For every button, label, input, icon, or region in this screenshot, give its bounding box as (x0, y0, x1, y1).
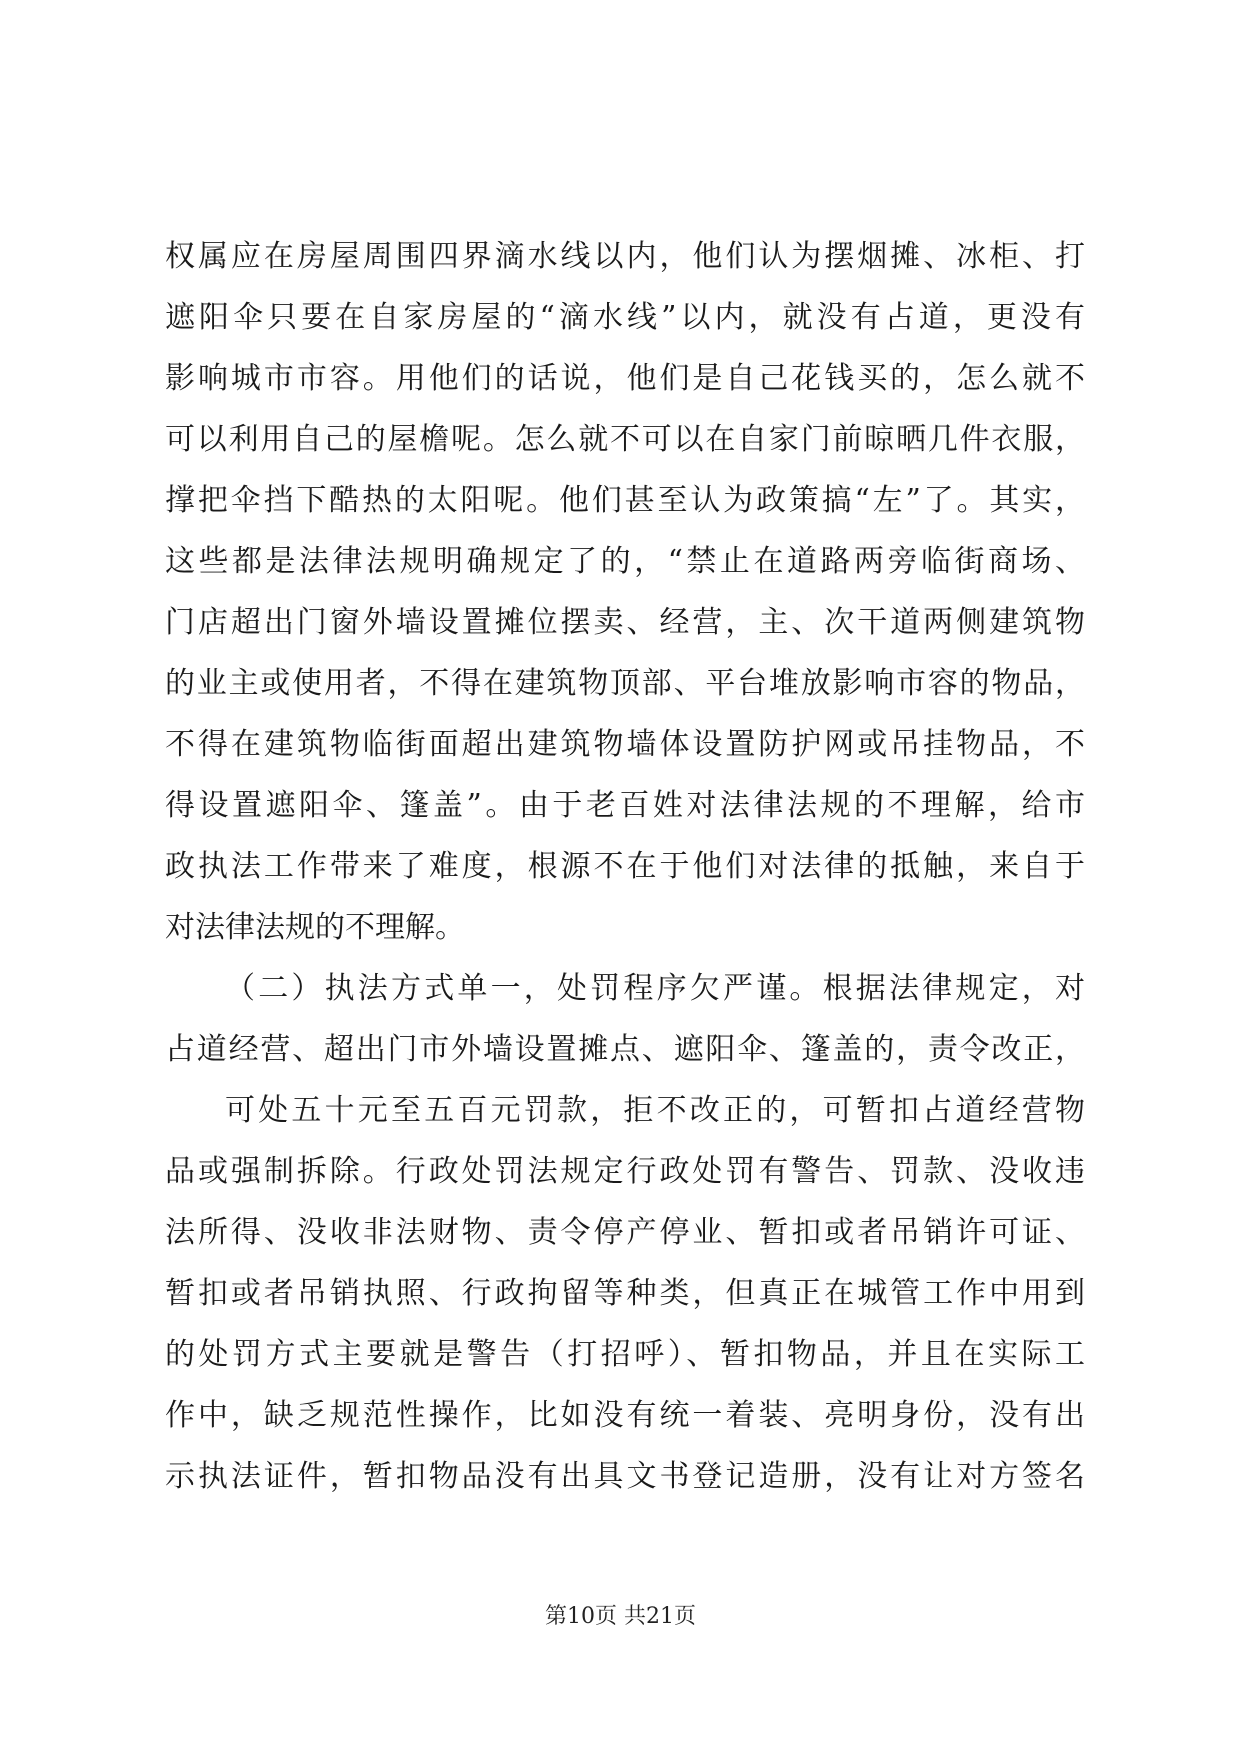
section-heading-line: （二）执法方式单一，处罚程序欠严谨。根据法律规定，对 (225, 971, 1085, 1006)
text-line: 撑把伞挡下酷热的太阳呢。他们甚至认为政策搞“左”了。其实， (165, 483, 1085, 518)
text-line: 作中，缺乏规范性操作，比如没有统一着装、亮明身份，没有出 (165, 1398, 1085, 1433)
text-line: 权属应在房屋周围四界滴水线以内，他们认为摆烟摊、冰柜、打 (165, 239, 1085, 274)
text-line: 品或强制拆除。行政处罚法规定行政处罚有警告、罚款、没收违 (165, 1154, 1085, 1189)
text-line: 暂扣或者吊销执照、行政拘留等种类，但真正在城管工作中用到 (165, 1276, 1085, 1311)
text-line: 这些都是法律法规明确规定了的，“禁止在道路两旁临街商场、 (165, 544, 1085, 579)
text-line: 政执法工作带来了难度，根源不在于他们对法律的抵触，来自于 (165, 849, 1085, 884)
text-line: 对法律法规的不理解。 (165, 910, 465, 945)
text-line: 得设置遮阳伞、篷盖”。由于老百姓对法律法规的不理解，给市 (165, 788, 1085, 823)
body-text (165, 226, 1085, 1507)
text-line: 占道经营、超出门市外墙设置摊点、遮阳伞、篷盖的，责令改正， (165, 1032, 1085, 1067)
text-line: 示执法证件，暂扣物品没有出具文书登记造册，没有让对方签名 (165, 1459, 1085, 1494)
text-line: 门店超出门窗外墙设置摊位摆卖、经营，主、次干道两侧建筑物 (165, 605, 1085, 640)
text-line: 可以利用自己的屋檐呢。怎么就不可以在自家门前晾晒几件衣服， (165, 422, 1085, 457)
text-line: 的处罚方式主要就是警告（打招呼）、暂扣物品，并且在实际工 (165, 1337, 1085, 1372)
text-line: 不得在建筑物临街面超出建筑物墙体设置防护网或吊挂物品，不 (165, 727, 1085, 762)
text-line: 可处五十元至五百元罚款，拒不改正的，可暂扣占道经营物 (225, 1093, 1085, 1128)
page-number-footer: 第10页 共21页 (545, 1604, 696, 1629)
text-line: 遮阳伞只要在自家房屋的“滴水线”以内，就没有占道，更没有 (165, 300, 1085, 335)
text-line: 的业主或使用者，不得在建筑物顶部、平台堆放影响市容的物品， (165, 666, 1085, 701)
text-line: 法所得、没收非法财物、责令停产停业、暂扣或者吊销许可证、 (165, 1215, 1085, 1250)
text-line: 影响城市市容。用他们的话说，他们是自己花钱买的，怎么就不 (165, 361, 1085, 396)
